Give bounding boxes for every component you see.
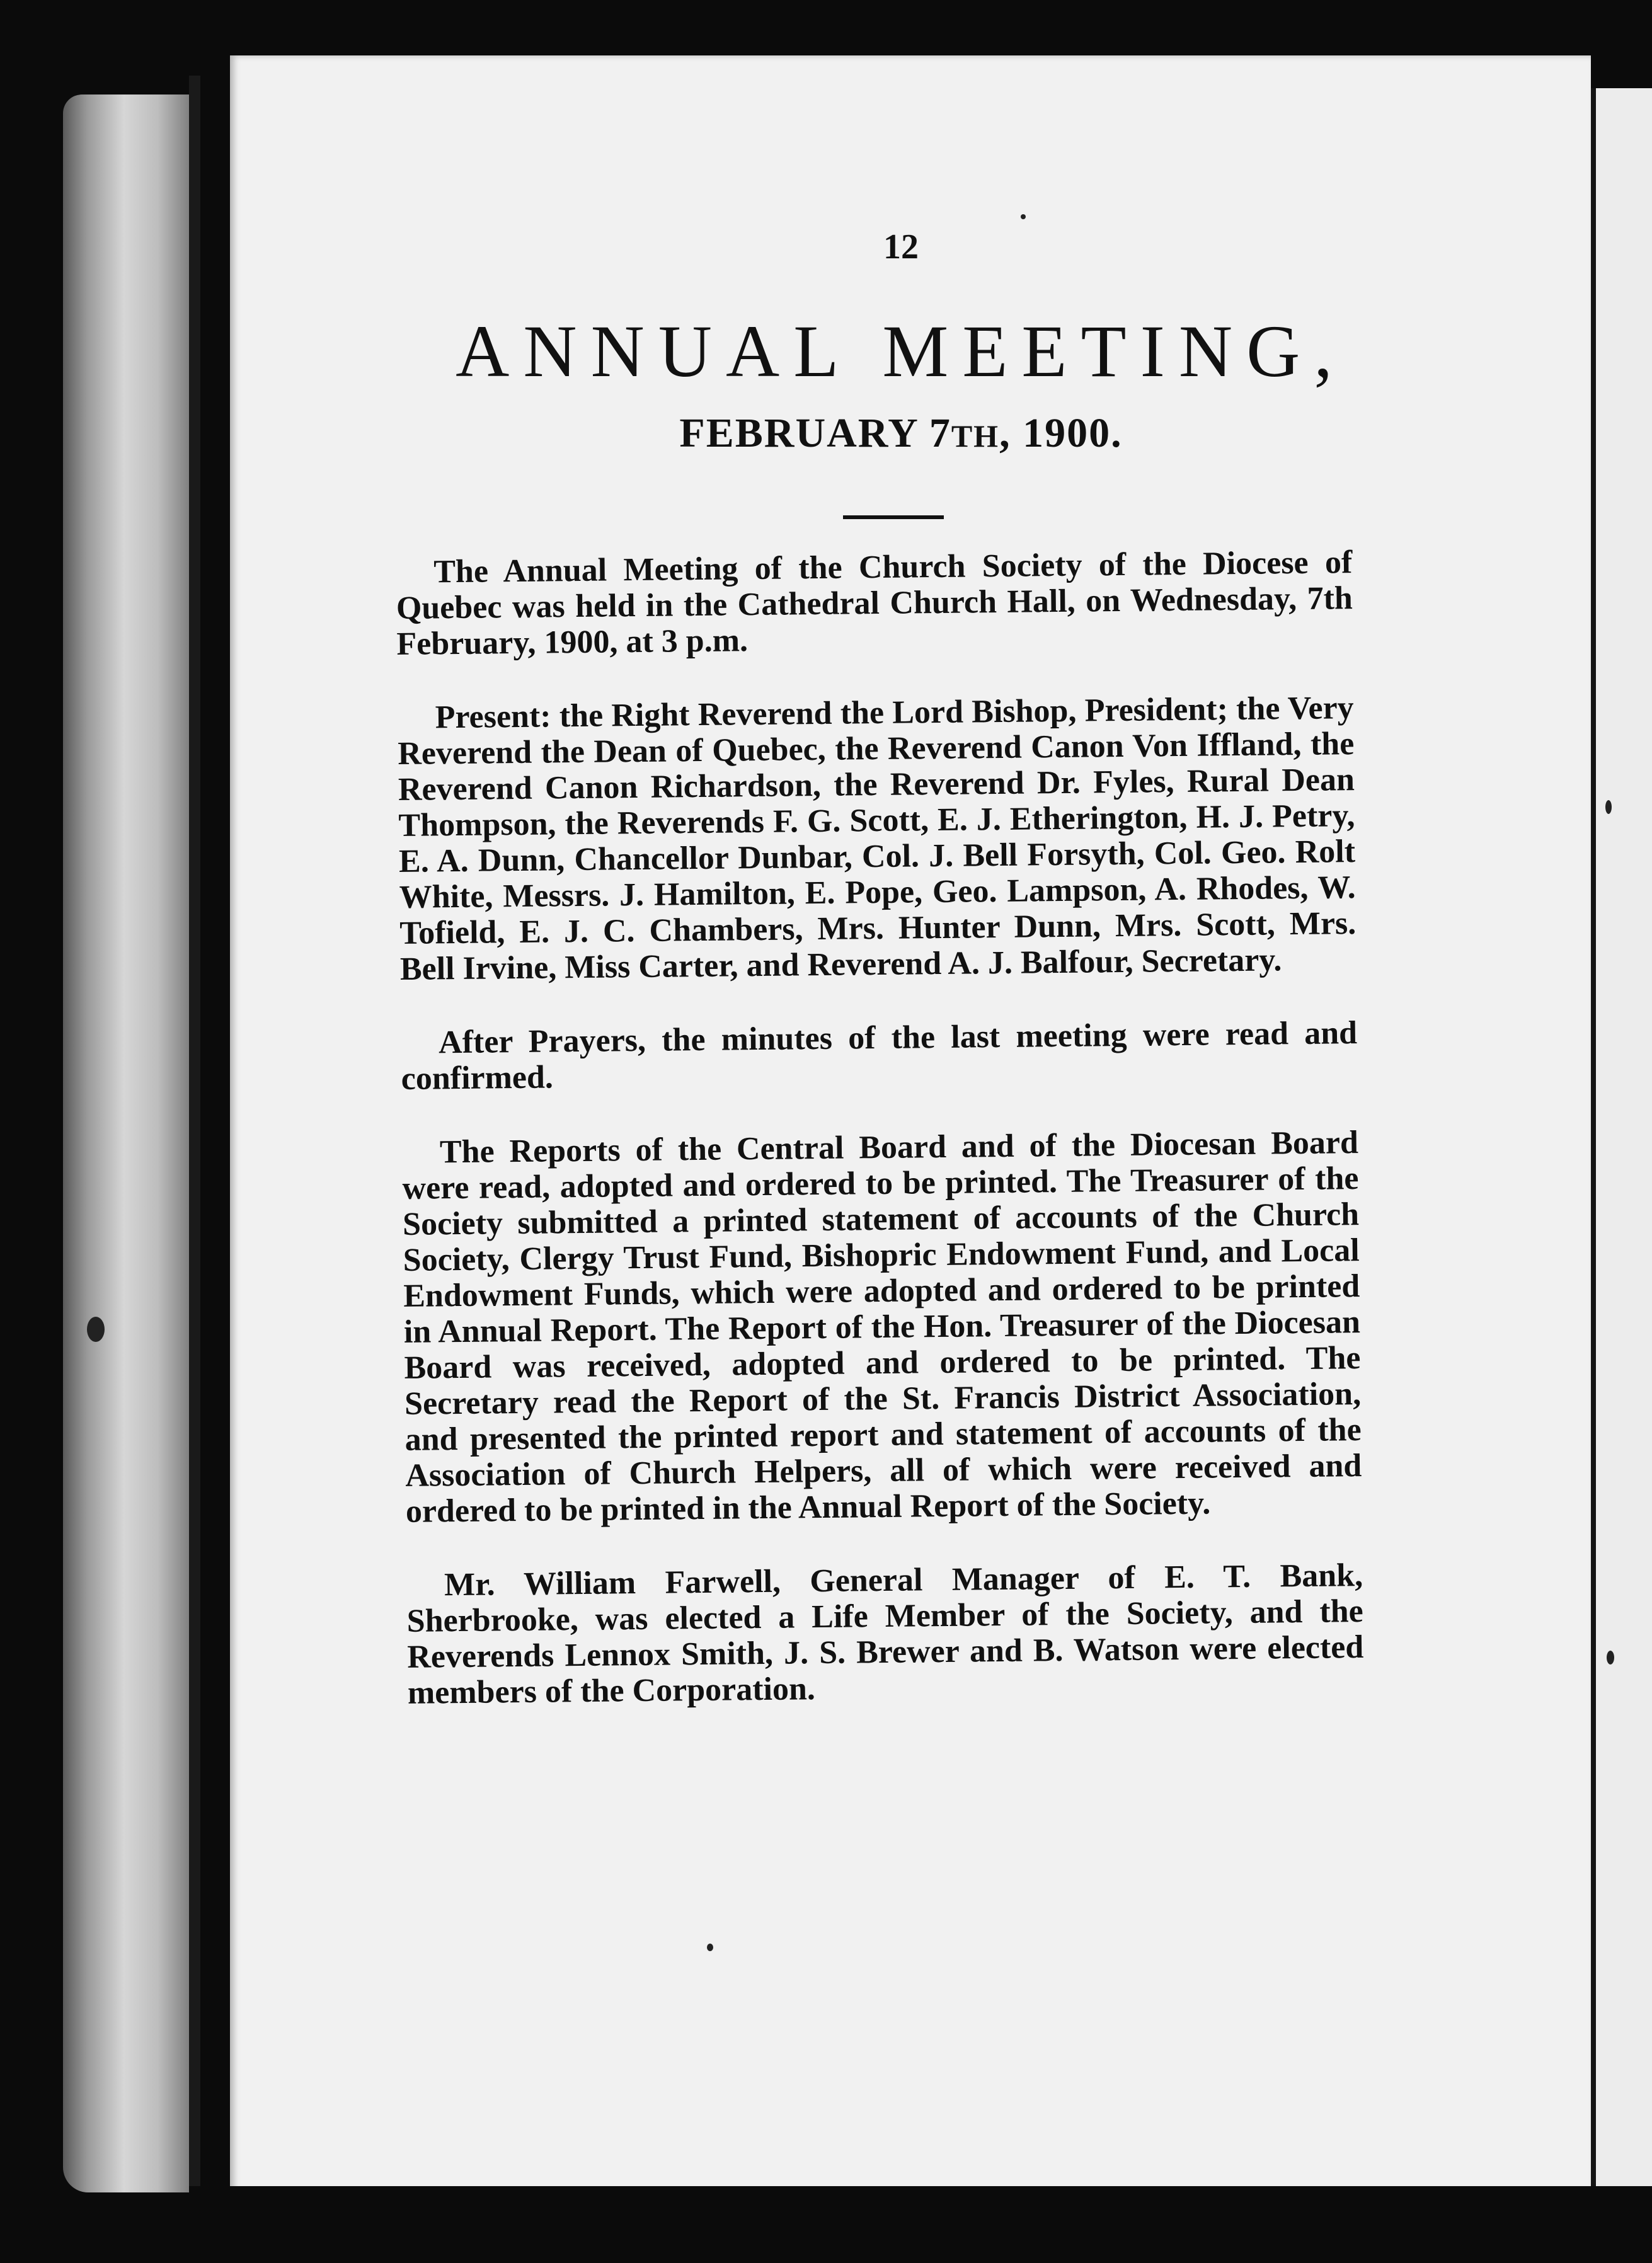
ink-speck (1605, 800, 1612, 814)
ink-speck (87, 1317, 105, 1342)
ink-speck (707, 1944, 713, 1951)
paragraph-meeting-intro: The Annual Meeting of the Church Society of the Diocese of Quebec was held in the Cathedral Church Hall, on Wednesday, 7th February, 1900, at 3 p.m. (396, 544, 1353, 662)
minutes-body (396, 544, 1365, 1749)
page-number: 12 (883, 227, 919, 266)
date-ordinal: TH (951, 418, 1000, 454)
meeting-date (0, 410, 1652, 457)
paragraph-reports: The Reports of the Central Board and of the Diocesan Board were read, adopted and ordered to be printed. The Treasurer of the Society submitted a printed statement of accounts of the Church Society, Clergy Trust Fund, Bishopric Endowment Fund, and Local Endowment Funds, which were adopted and ordered to be printed in Annual Report. The Report of the Hon. Treasurer of the Diocesan Board was received, adopted and ordered to be printed. The Secretary read the Report of the St. Francis District Association, and presented the printed report and statement of accounts of the Association of Church Helpers, all of which were received and ordered to be printed in the Annual Report of the Society. (402, 1125, 1362, 1530)
page-title: ANNUAL MEETING, (456, 310, 1346, 392)
paragraph-prayers: After Prayers, the minutes of the last meeting were read and confirmed. (401, 1015, 1358, 1097)
date-year: , 1900. (999, 410, 1123, 456)
date-month-day: FEBRUARY 7 (679, 410, 951, 456)
bottom-margin (189, 2186, 1652, 2263)
paragraph-elections: Mr. William Farwell, General Manager of E. T. Bank, Sherbrooke, was elected a Life Member of the Society, and the Reverends Lennox Smith, J. S. Brewer and B. Watson were elected members of the Corporation. (406, 1557, 1364, 1711)
ink-speck (1021, 214, 1026, 219)
title-rule (843, 515, 944, 519)
paragraph-attendees: Present: the Right Reverend the Lord Bishop, President; the Very Reverend the Dean of Quebec, the Reverend Canon Von Iffland, the Reverend Canon Richardson, the Reverend Dr. Fyles, Rural Dean Thompson, the Reverends F. G. Scott, E. J. Etherington, H. J. Petry, E. A. Dunn, Chancellor Dunbar, Col. J. Bell Forsyth, Col. Geo. Rolt White, Messrs. J. Hamilton, E. Pope, Geo. Lampson, A. Rhodes, W. Tofield, E. J. C. Chambers, Mrs. Hunter Dunn, Mrs. Scott, Mrs. Bell Irvine, Miss Carter, and Reverend A. J. Balfour, Secretary. (398, 690, 1357, 987)
ink-speck (1607, 1651, 1614, 1664)
